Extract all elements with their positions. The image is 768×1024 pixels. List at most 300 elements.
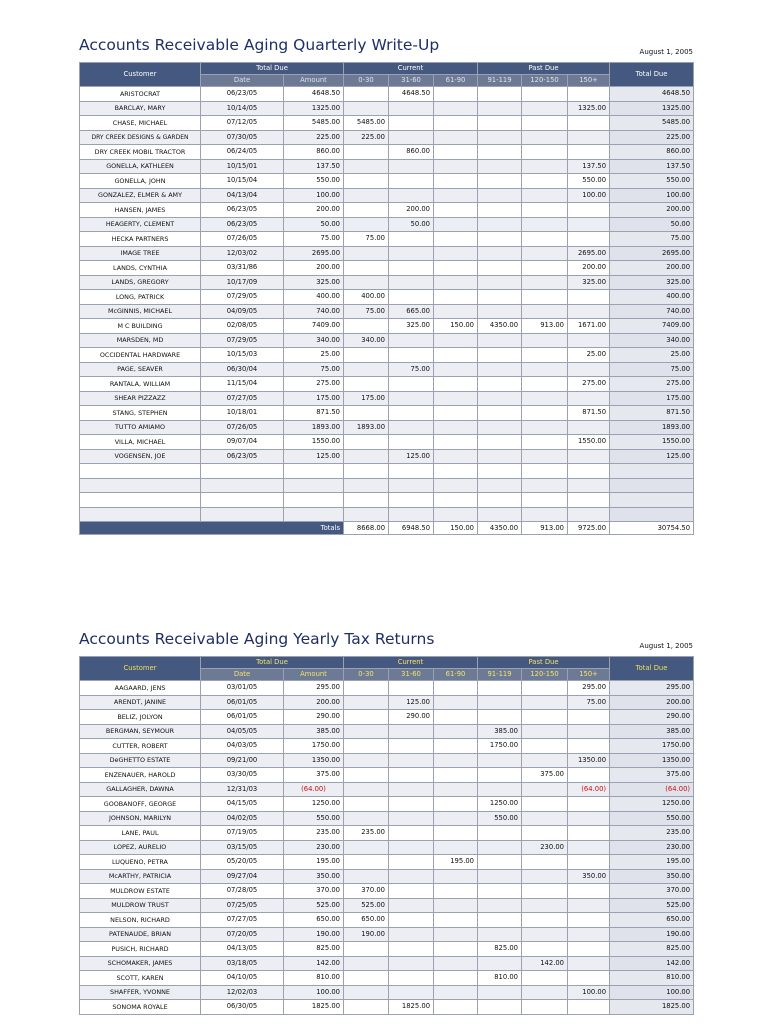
- c120_150-cell: [522, 898, 568, 913]
- c91_119-cell: [478, 869, 522, 884]
- empty-cell: [389, 507, 434, 522]
- c120_150-cell: [522, 261, 568, 276]
- c61_90-cell: [434, 333, 478, 348]
- c31_60-cell: [389, 768, 434, 783]
- c61_90-cell: [434, 217, 478, 232]
- table-row: [80, 724, 694, 739]
- amount-cell: 142.00: [284, 956, 344, 971]
- table-row: [80, 942, 694, 957]
- c61_90-cell: [434, 377, 478, 392]
- c31_60-cell: [389, 116, 434, 131]
- c0_30-cell: 190.00: [344, 927, 389, 942]
- c0_30-cell: [344, 840, 389, 855]
- c0_30-cell: 340.00: [344, 333, 389, 348]
- c31_60-cell: [389, 797, 434, 812]
- c31_60-cell: [389, 232, 434, 247]
- c31_60-cell: [389, 246, 434, 261]
- amount-cell: 375.00: [284, 768, 344, 783]
- c150p-cell: [568, 898, 610, 913]
- date-cell: 06/30/05: [201, 1000, 284, 1015]
- c0_30-cell: 525.00: [344, 898, 389, 913]
- empty-cell: [610, 493, 694, 508]
- c120_150-cell: [522, 174, 568, 189]
- date-cell: 04/15/05: [201, 797, 284, 812]
- quarterly-date: August 1, 2005: [639, 48, 693, 56]
- c120_150-cell: [522, 782, 568, 797]
- total-cell: 1350.00: [610, 753, 694, 768]
- blank-row: [80, 507, 694, 522]
- amount-cell: 350.00: [284, 869, 344, 884]
- c120_150-cell: [522, 362, 568, 377]
- c150p-cell: [568, 797, 610, 812]
- empty-cell: [80, 464, 201, 479]
- c31_60-cell: [389, 927, 434, 942]
- date-cell: 07/20/05: [201, 927, 284, 942]
- empty-cell: [610, 464, 694, 479]
- c61_90-cell: [434, 971, 478, 986]
- c61_90-cell: [434, 782, 478, 797]
- c0_30-cell: [344, 203, 389, 218]
- c61_90-cell: [434, 232, 478, 247]
- c61_90-cell: [434, 739, 478, 754]
- c31_60-cell: 125.00: [389, 695, 434, 710]
- c31_60-cell: [389, 275, 434, 290]
- c91_119-cell: [478, 768, 522, 783]
- c61_90-cell: [434, 362, 478, 377]
- c120_150-cell: [522, 985, 568, 1000]
- c61_90-cell: [434, 261, 478, 276]
- c61_90-cell: [434, 159, 478, 174]
- date-cell: 10/15/04: [201, 174, 284, 189]
- customer-cell: SCHOMAKER, JAMES: [80, 956, 201, 971]
- c91_119-cell: [478, 362, 522, 377]
- c31_60-cell: [389, 753, 434, 768]
- table-row: [80, 130, 694, 145]
- c150p-cell: [568, 449, 610, 464]
- c150p-cell: [568, 116, 610, 131]
- table-row: [80, 739, 694, 754]
- c150p-cell: 871.50: [568, 406, 610, 421]
- c31_60-cell: [389, 985, 434, 1000]
- quarterly-rows: [80, 87, 694, 522]
- c31_60-cell: 4648.50: [389, 87, 434, 102]
- amount-cell: 190.00: [284, 927, 344, 942]
- c150p-cell: [568, 145, 610, 160]
- c0_30-cell: [344, 348, 389, 363]
- c0_30-cell: [344, 449, 389, 464]
- c91_119-cell: [478, 304, 522, 319]
- c31_60-cell: [389, 724, 434, 739]
- empty-cell: [201, 464, 284, 479]
- date-cell: 10/18/01: [201, 406, 284, 421]
- c120_150-cell: [522, 145, 568, 160]
- date-cell: 02/08/05: [201, 319, 284, 334]
- amount-cell: 1750.00: [284, 739, 344, 754]
- c0_30-cell: 75.00: [344, 304, 389, 319]
- table-row: [80, 797, 694, 812]
- date-cell: 03/30/05: [201, 768, 284, 783]
- amount-cell: 860.00: [284, 145, 344, 160]
- c91_119-cell: 810.00: [478, 971, 522, 986]
- c91_119-cell: [478, 174, 522, 189]
- total-cell: 190.00: [610, 927, 694, 942]
- header-date: Date: [201, 669, 284, 681]
- customer-cell: LONG, PATRICK: [80, 290, 201, 305]
- amount-cell: 200.00: [284, 261, 344, 276]
- c120_150-cell: [522, 797, 568, 812]
- header-past-due-group: Past Due: [478, 63, 610, 75]
- c120_150-cell: [522, 290, 568, 305]
- amount-cell: 275.00: [284, 377, 344, 392]
- date-cell: 10/17/09: [201, 275, 284, 290]
- customer-cell: M C BUILDING: [80, 319, 201, 334]
- customer-cell: SHEAR PIZZAZZ: [80, 391, 201, 406]
- c120_150-cell: [522, 942, 568, 957]
- c150p-cell: 550.00: [568, 174, 610, 189]
- c61_90-cell: [434, 116, 478, 131]
- c0_30-cell: [344, 145, 389, 160]
- c0_30-cell: [344, 695, 389, 710]
- c0_30-cell: 370.00: [344, 884, 389, 899]
- c61_90-cell: [434, 449, 478, 464]
- c0_30-cell: [344, 246, 389, 261]
- total-cell: 7409.00: [610, 319, 694, 334]
- c91_119-cell: [478, 275, 522, 290]
- c31_60-cell: [389, 188, 434, 203]
- c120_150-cell: [522, 753, 568, 768]
- c120_150-cell: [522, 333, 568, 348]
- total-cell: 142.00: [610, 956, 694, 971]
- total-cell: 650.00: [610, 913, 694, 928]
- empty-cell: [201, 478, 284, 493]
- total-cell: 1550.00: [610, 435, 694, 450]
- table-row: [80, 420, 694, 435]
- table-row: [80, 261, 694, 276]
- c31_60-cell: 75.00: [389, 362, 434, 377]
- total-cell: 75.00: [610, 232, 694, 247]
- c31_60-cell: [389, 377, 434, 392]
- total-cell: 370.00: [610, 884, 694, 899]
- c91_119-cell: [478, 985, 522, 1000]
- table-row: [80, 217, 694, 232]
- table-row: [80, 710, 694, 725]
- c150p-cell: [568, 956, 610, 971]
- c61_90-cell: [434, 942, 478, 957]
- c0_30-cell: [344, 753, 389, 768]
- date-cell: 04/02/05: [201, 811, 284, 826]
- date-cell: 03/31/86: [201, 261, 284, 276]
- c0_30-cell: 225.00: [344, 130, 389, 145]
- c0_30-cell: [344, 1000, 389, 1015]
- customer-cell: PUSICH, RICHARD: [80, 942, 201, 957]
- header-group-row: [80, 657, 694, 669]
- c61_90-cell: [434, 913, 478, 928]
- amount-cell: 400.00: [284, 290, 344, 305]
- c31_60-cell: 125.00: [389, 449, 434, 464]
- c31_60-cell: 1825.00: [389, 1000, 434, 1015]
- c91_119-cell: [478, 681, 522, 696]
- c150p-cell: [568, 739, 610, 754]
- table-row: [80, 203, 694, 218]
- amount-cell: 75.00: [284, 362, 344, 377]
- c91_119-cell: 1250.00: [478, 797, 522, 812]
- c61_90-cell: 150.00: [434, 319, 478, 334]
- c91_119-cell: [478, 159, 522, 174]
- customer-cell: GONZALEZ, ELMER & AMY: [80, 188, 201, 203]
- empty-cell: [478, 507, 522, 522]
- c120_150-cell: [522, 203, 568, 218]
- c150p-cell: [568, 884, 610, 899]
- table-row: [80, 884, 694, 899]
- c31_60-cell: [389, 681, 434, 696]
- date-cell: 11/15/04: [201, 377, 284, 392]
- total-cell: 1893.00: [610, 420, 694, 435]
- amount-cell: 1350.00: [284, 753, 344, 768]
- c31_60-cell: [389, 290, 434, 305]
- c31_60-cell: 860.00: [389, 145, 434, 160]
- customer-cell: LUQUENO, PETRA: [80, 855, 201, 870]
- c61_90-cell: [434, 101, 478, 116]
- yearly-aging-table: [79, 656, 694, 1015]
- c31_60-cell: [389, 971, 434, 986]
- c150p-cell: [568, 840, 610, 855]
- c120_150-cell: [522, 391, 568, 406]
- totals-0-30: 8668.00: [344, 522, 389, 535]
- c61_90-cell: [434, 826, 478, 841]
- empty-cell: [478, 493, 522, 508]
- totals-61-90: 150.00: [434, 522, 478, 535]
- c0_30-cell: [344, 942, 389, 957]
- c91_119-cell: [478, 435, 522, 450]
- table-row: [80, 116, 694, 131]
- total-cell: 75.00: [610, 362, 694, 377]
- empty-cell: [80, 493, 201, 508]
- amount-cell: 1550.00: [284, 435, 344, 450]
- total-cell: 810.00: [610, 971, 694, 986]
- table-row: [80, 101, 694, 116]
- c150p-cell: [568, 362, 610, 377]
- empty-cell: [389, 464, 434, 479]
- c150p-cell: 2695.00: [568, 246, 610, 261]
- c150p-cell: [568, 203, 610, 218]
- c0_30-cell: [344, 261, 389, 276]
- customer-cell: OCCIDENTAL HARDWARE: [80, 348, 201, 363]
- date-cell: 09/21/00: [201, 753, 284, 768]
- header-61-90: 61-90: [434, 75, 478, 87]
- c120_150-cell: [522, 232, 568, 247]
- empty-cell: [610, 507, 694, 522]
- c0_30-cell: [344, 188, 389, 203]
- amount-cell: 340.00: [284, 333, 344, 348]
- empty-cell: [389, 478, 434, 493]
- amount-cell: 100.00: [284, 188, 344, 203]
- c120_150-cell: [522, 1000, 568, 1015]
- c91_119-cell: 4350.00: [478, 319, 522, 334]
- c0_30-cell: [344, 811, 389, 826]
- c61_90-cell: [434, 275, 478, 290]
- empty-cell: [344, 507, 389, 522]
- date-cell: 10/15/01: [201, 159, 284, 174]
- c150p-cell: [568, 913, 610, 928]
- amount-cell: (64.00): [284, 782, 344, 797]
- date-cell: 07/25/05: [201, 898, 284, 913]
- empty-cell: [522, 464, 568, 479]
- c0_30-cell: [344, 217, 389, 232]
- totals-120-150: 913.00: [522, 522, 568, 535]
- c0_30-cell: [344, 985, 389, 1000]
- date-cell: 03/18/05: [201, 956, 284, 971]
- c120_150-cell: [522, 87, 568, 102]
- c31_60-cell: [389, 884, 434, 899]
- c150p-cell: [568, 942, 610, 957]
- empty-cell: [522, 493, 568, 508]
- header-date: Date: [201, 75, 284, 87]
- yearly-date: August 1, 2005: [639, 642, 693, 650]
- customer-cell: GONELLA, JOHN: [80, 174, 201, 189]
- c150p-cell: [568, 826, 610, 841]
- c120_150-cell: [522, 188, 568, 203]
- date-cell: 03/01/05: [201, 681, 284, 696]
- total-cell: 230.00: [610, 840, 694, 855]
- table-row: [80, 869, 694, 884]
- total-cell: 100.00: [610, 985, 694, 1000]
- blank-row: [80, 493, 694, 508]
- c61_90-cell: [434, 695, 478, 710]
- c0_30-cell: [344, 362, 389, 377]
- total-cell: 200.00: [610, 261, 694, 276]
- total-cell: 200.00: [610, 695, 694, 710]
- total-cell: 295.00: [610, 681, 694, 696]
- amount-cell: 290.00: [284, 710, 344, 725]
- c0_30-cell: [344, 797, 389, 812]
- total-cell: 100.00: [610, 188, 694, 203]
- c150p-cell: [568, 420, 610, 435]
- c120_150-cell: [522, 101, 568, 116]
- date-cell: 10/15/03: [201, 348, 284, 363]
- table-row: [80, 333, 694, 348]
- date-cell: 07/26/05: [201, 232, 284, 247]
- amount-cell: 295.00: [284, 681, 344, 696]
- date-cell: 06/01/05: [201, 710, 284, 725]
- table-row: [80, 782, 694, 797]
- c91_119-cell: [478, 927, 522, 942]
- c0_30-cell: [344, 319, 389, 334]
- c0_30-cell: [344, 681, 389, 696]
- c0_30-cell: [344, 174, 389, 189]
- header-total-due: Total Due: [610, 657, 694, 681]
- c61_90-cell: [434, 869, 478, 884]
- total-cell: 25.00: [610, 348, 694, 363]
- c150p-cell: 25.00: [568, 348, 610, 363]
- c61_90-cell: [434, 304, 478, 319]
- header-0-30: 0-30: [344, 75, 389, 87]
- date-cell: 06/01/05: [201, 695, 284, 710]
- c31_60-cell: [389, 942, 434, 957]
- c0_30-cell: 400.00: [344, 290, 389, 305]
- c150p-cell: [568, 927, 610, 942]
- c120_150-cell: [522, 116, 568, 131]
- c31_60-cell: [389, 739, 434, 754]
- empty-cell: [434, 493, 478, 508]
- date-cell: 12/02/03: [201, 985, 284, 1000]
- table-row: [80, 377, 694, 392]
- c61_90-cell: [434, 681, 478, 696]
- customer-cell: DRY CREEK MOBIL TRACTOR: [80, 145, 201, 160]
- c120_150-cell: [522, 739, 568, 754]
- yearly-title: Accounts Receivable Aging Yearly Tax Returns: [79, 630, 435, 648]
- table-row: [80, 1000, 694, 1015]
- c150p-cell: 137.50: [568, 159, 610, 174]
- amount-cell: 50.00: [284, 217, 344, 232]
- header-120-150: 120-150: [522, 75, 568, 87]
- c120_150-cell: [522, 855, 568, 870]
- c31_60-cell: [389, 406, 434, 421]
- c91_119-cell: [478, 377, 522, 392]
- c91_119-cell: [478, 753, 522, 768]
- c91_119-cell: [478, 449, 522, 464]
- total-cell: 125.00: [610, 449, 694, 464]
- table-row: [80, 406, 694, 421]
- date-cell: 03/15/05: [201, 840, 284, 855]
- empty-cell: [284, 464, 344, 479]
- c31_60-cell: [389, 811, 434, 826]
- empty-cell: [201, 493, 284, 508]
- customer-cell: IMAGE TREE: [80, 246, 201, 261]
- amount-cell: 4648.50: [284, 87, 344, 102]
- date-cell: 07/29/05: [201, 333, 284, 348]
- c120_150-cell: [522, 681, 568, 696]
- c120_150-cell: [522, 435, 568, 450]
- amount-cell: 5485.00: [284, 116, 344, 131]
- c31_60-cell: [389, 159, 434, 174]
- c0_30-cell: [344, 739, 389, 754]
- c0_30-cell: [344, 869, 389, 884]
- customer-cell: DRY CREEK DESIGNS & GARDEN: [80, 130, 201, 145]
- c0_30-cell: [344, 275, 389, 290]
- table-row: [80, 159, 694, 174]
- c150p-cell: 100.00: [568, 985, 610, 1000]
- empty-cell: [478, 464, 522, 479]
- date-cell: 07/19/05: [201, 826, 284, 841]
- c61_90-cell: 195.00: [434, 855, 478, 870]
- table-row: [80, 971, 694, 986]
- amount-cell: 230.00: [284, 840, 344, 855]
- total-cell: 1750.00: [610, 739, 694, 754]
- c150p-cell: 275.00: [568, 377, 610, 392]
- c91_119-cell: [478, 956, 522, 971]
- c61_90-cell: [434, 724, 478, 739]
- table-row: [80, 275, 694, 290]
- c120_150-cell: [522, 246, 568, 261]
- c31_60-cell: [389, 130, 434, 145]
- table-row: [80, 826, 694, 841]
- c150p-cell: [568, 87, 610, 102]
- c120_150-cell: [522, 811, 568, 826]
- c61_90-cell: [434, 203, 478, 218]
- c91_119-cell: [478, 898, 522, 913]
- header-group-row: [80, 63, 694, 75]
- date-cell: 06/23/05: [201, 87, 284, 102]
- c150p-cell: [568, 333, 610, 348]
- c61_90-cell: [434, 145, 478, 160]
- amount-cell: 137.50: [284, 159, 344, 174]
- total-cell: 860.00: [610, 145, 694, 160]
- c31_60-cell: [389, 869, 434, 884]
- c150p-cell: 295.00: [568, 681, 610, 696]
- c31_60-cell: 50.00: [389, 217, 434, 232]
- table-row: [80, 304, 694, 319]
- amount-cell: 650.00: [284, 913, 344, 928]
